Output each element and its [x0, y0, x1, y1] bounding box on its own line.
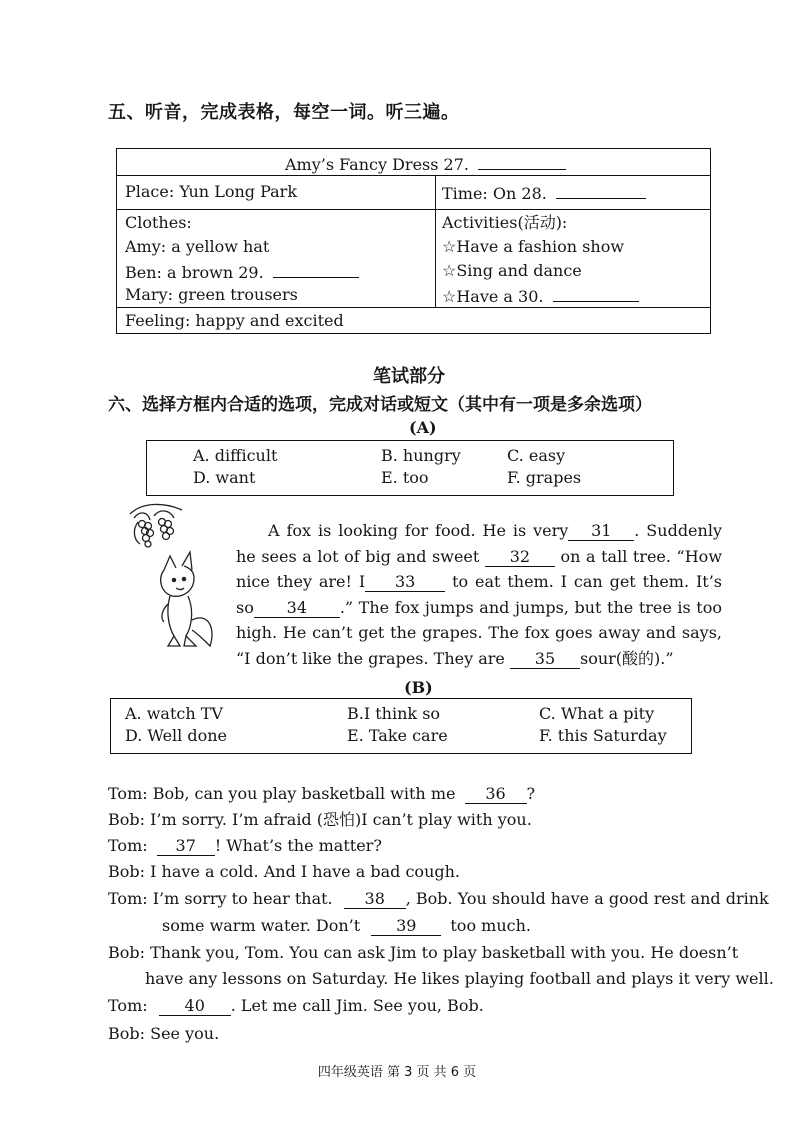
dialogue-line: Bob: I have a cold. And I have a bad cough. [108, 862, 460, 881]
dialogue-line: Tom: I’m sorry to hear that. 38 , Bob. You should have a good rest and drink [108, 889, 769, 908]
option-item: B.I think so [347, 704, 441, 723]
blank-28[interactable] [556, 180, 646, 199]
dialogue-line: Bob: Thank you, Tom. You can ask Jim to play basketball with you. He doesn’t [108, 943, 739, 962]
answer-blank-37[interactable]: 37 [157, 837, 215, 856]
answer-blank-31[interactable]: 31 [568, 522, 634, 541]
fox-grapes-illustration [124, 500, 224, 660]
time-cell: Time: On 28. [442, 180, 646, 206]
clothes-item: Ben: a brown 29. [125, 259, 359, 285]
part-b-label: (B) [404, 678, 433, 697]
option-item: B. hungry [381, 446, 461, 465]
part-b-options-box [110, 698, 692, 754]
table-header-row [117, 149, 710, 176]
clothes-item: Amy: a yellow hat [125, 237, 270, 256]
answer-blank-36[interactable]: 36 [465, 785, 527, 804]
section5-title: 五、听音，完成表格，每空一词。听三遍。 [108, 102, 460, 123]
activities-label: Activities(活动): [442, 213, 568, 232]
blank-29[interactable] [273, 259, 359, 278]
option-item: A. watch TV [125, 704, 223, 723]
answer-blank-33[interactable]: 33 [365, 573, 445, 592]
dialogue-line: Tom: 37 ! What’s the matter? [108, 836, 382, 855]
answer-blank-38[interactable]: 38 [344, 890, 406, 909]
option-item: A. difficult [193, 446, 278, 465]
fox-icon [161, 552, 212, 646]
written-part-title: 笔试部分 [373, 366, 445, 387]
blank-30[interactable] [553, 283, 639, 302]
answer-blank-34[interactable]: 34 [254, 599, 340, 618]
feeling-cell: Feeling: happy and excited [125, 311, 344, 330]
option-item: D. want [193, 468, 256, 487]
answer-blank-35[interactable]: 35 [510, 650, 580, 669]
blank-27[interactable] [478, 151, 566, 170]
option-item: E. Take care [347, 726, 448, 745]
table-header: Amy’s Fancy Dress 27. [285, 151, 566, 177]
table-column-divider [435, 176, 436, 308]
table-feeling-row [117, 308, 710, 335]
dialogue-line: Tom: Bob, can you play basketball with me 36 ? [108, 784, 536, 803]
dialogue-line: Tom: 40 . Let me call Jim. See you, Bob. [108, 996, 484, 1015]
option-item: C. easy [507, 446, 566, 465]
option-item: D. Well done [125, 726, 228, 745]
option-item: C. What a pity [539, 704, 655, 723]
activity-item: ☆Have a fashion show [442, 237, 625, 256]
dialogue-line: some warm water. Don’t 39 too much. [162, 916, 531, 935]
dialogue-line: Bob: See you. [108, 1024, 220, 1043]
option-item: F. grapes [507, 468, 582, 487]
listening-table [116, 148, 711, 334]
table-clothes-activities-row [117, 210, 710, 308]
fox-passage: A fox is looking for food. He is very 31 . Suddenly he sees a lot of big and sweet 32 on a tall tree. “How nice they are! I 33 to eat them. I can get them. It’s so 34 .” The fox jumps and jumps, but the tree is too high. He can’t get the grapes. The fox goes away and says, “I don’t like the grapes. They are 35 sour(酸的).” [236, 521, 723, 668]
part-a-label: (A) [409, 418, 437, 437]
place-cell: Place: Yun Long Park [125, 182, 298, 201]
grapes-icon [130, 504, 182, 547]
option-item: E. too [381, 468, 429, 487]
section6-title: 六、选择方框内合适的选项，完成对话或短文（其中有一项是多余选项） [108, 395, 652, 415]
clothes-label: Clothes: [125, 213, 192, 232]
answer-blank-32[interactable]: 32 [485, 548, 555, 567]
activity-item: ☆Have a 30. [442, 283, 639, 309]
option-item: F. this Saturday [539, 726, 667, 745]
dialogue-line: Bob: I’m sorry. I’m afraid (恐怕)I can’t play with you. [108, 810, 532, 829]
activity-item: ☆Sing and dance [442, 261, 582, 280]
page-footer: 四年级英语 第 3 页 共 6 页 [317, 1065, 477, 1080]
part-a-options-box [146, 440, 674, 496]
answer-blank-40[interactable]: 40 [159, 997, 231, 1016]
clothes-item: Mary: green trousers [125, 285, 298, 304]
dialogue-line: have any lessons on Saturday. He likes playing football and plays it very well. [145, 969, 774, 988]
answer-blank-39[interactable]: 39 [371, 917, 441, 936]
table-place-time-row [117, 176, 710, 210]
